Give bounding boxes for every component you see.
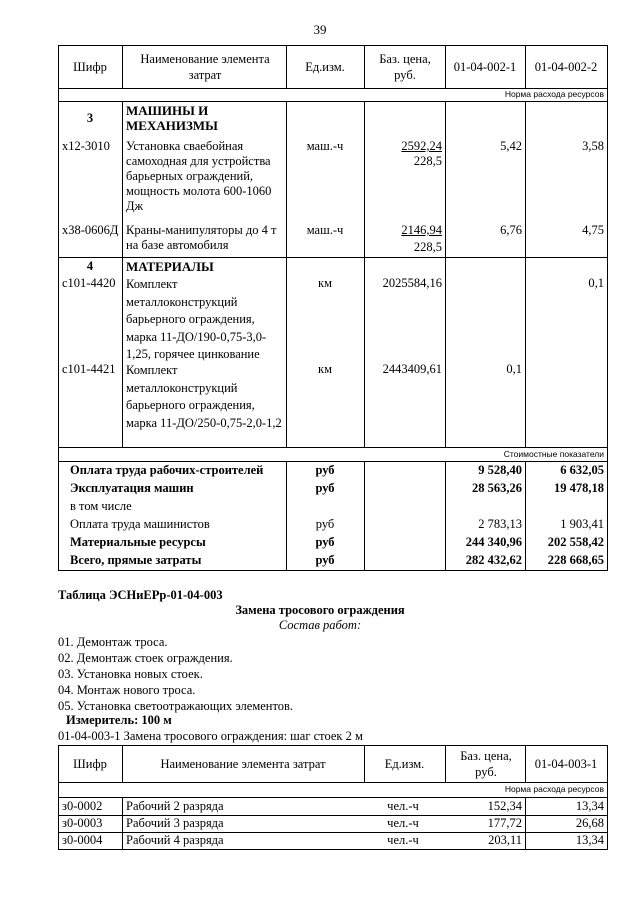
meter: Измеритель: 100 м	[66, 713, 172, 727]
resource-price-secondary: 228,5	[413, 240, 442, 254]
table-title: Таблица ЭСНиЕРр-01-04-003	[58, 588, 223, 602]
header-code: Шифр	[73, 757, 107, 771]
resource-price: 152,34	[487, 799, 522, 813]
cost-value-1: 2 783,13	[478, 517, 522, 531]
resource-table-01-04-003	[58, 745, 608, 853]
resource-unit: маш.-ч	[306, 139, 344, 153]
resource-code: з0-0002	[62, 799, 103, 813]
cost-unit: руб	[315, 481, 335, 495]
resource-value-1: 5,42	[500, 139, 522, 153]
cost-name: Всего, прямые затраты	[70, 553, 202, 567]
work-item: 03. Установка новых стоек.	[58, 667, 203, 681]
resource-name: Рабочий 2 разряда	[126, 799, 224, 813]
section-number: 4	[86, 259, 94, 273]
table-subtitle: Замена тросового ограждения	[235, 603, 405, 617]
cost-name: Материальные ресурсы	[70, 535, 206, 549]
cost-value-1: 282 432,62	[465, 553, 522, 567]
work-item: 05. Установка светоотражающих элементов.	[58, 699, 294, 713]
resource-price: 2592,24	[401, 139, 442, 153]
cost-unit: руб	[315, 535, 335, 549]
resource-name: Рабочий 3 разряда	[126, 816, 224, 830]
cost-value-2: 1 903,41	[560, 517, 604, 531]
resource-value-1: 13,34	[575, 799, 604, 813]
resource-unit: км	[318, 362, 332, 376]
resource-value-2: 4,75	[582, 223, 604, 237]
resource-value-2: 0,1	[588, 276, 604, 290]
resource-price-secondary: 228,5	[413, 154, 442, 168]
resource-price: 203,11	[488, 833, 522, 847]
section-title: МАШИНЫ И МЕХАНИЗМЫ	[126, 103, 218, 133]
resource-code: с101-4420	[62, 276, 116, 290]
cost-name: Оплата труда машинистов	[70, 517, 210, 531]
cost-name: Эксплуатация машин	[70, 481, 194, 495]
cost-label: Стоимостные показатели	[503, 449, 604, 459]
resource-name: Комплект металлоконструкций барьерного ограждения, марка 11-ДО/250-0,75-2,0-1,2	[126, 363, 282, 430]
section-title: МАТЕРИАЛЫ	[126, 259, 214, 274]
variant-caption: 01-04-003-1 Замена тросового ограждения: шаг стоек 2 м	[58, 729, 363, 743]
cost-value-2: 228 668,65	[547, 553, 604, 567]
header-name: Наименование элемента затрат	[140, 52, 270, 82]
resource-code: х38-0606Д	[62, 223, 119, 237]
resource-code: з0-0003	[62, 816, 103, 830]
resource-name: Установка сваебойная самоходная для устройства барьерных ограждений, мощность молота 600-1060 Дж	[126, 139, 272, 213]
resource-value-1: 0,1	[506, 362, 522, 376]
cost-name: в том числе	[70, 499, 132, 513]
header-name: Наименование элемента затрат	[160, 757, 326, 771]
resource-code: с101-4421	[62, 362, 116, 376]
resource-unit: км	[318, 276, 332, 290]
resource-value-1: 13,34	[575, 833, 604, 847]
cost-unit: руб	[315, 463, 335, 477]
cost-unit: руб	[315, 553, 335, 567]
resource-value-2: 3,58	[582, 139, 604, 153]
resource-unit: маш.-ч	[306, 223, 344, 237]
resource-name: Рабочий 4 разряда	[126, 833, 224, 847]
resource-code: х12-3010	[62, 139, 110, 153]
resource-value-1: 6,76	[500, 223, 522, 237]
resource-name: Комплект металлоконструкций барьерного ограждения, марка 11-ДО/190-0,75-3,0-1,25, горячее цинкование	[126, 277, 267, 361]
work-item: 04. Монтаж нового троса.	[58, 683, 196, 697]
header-unit: Ед.изм.	[384, 757, 425, 771]
resource-price: 177,72	[487, 816, 522, 830]
cost-value-1: 244 340,96	[465, 535, 522, 549]
cost-value-1: 28 563,26	[472, 481, 522, 495]
norm-label: Норма расхода ресурсов	[504, 89, 604, 99]
header-unit: Ед.изм.	[305, 60, 345, 74]
work-item: 02. Демонтаж стоек ограждения.	[58, 651, 233, 665]
cost-value-2: 202 558,42	[547, 535, 604, 549]
cost-unit: руб	[315, 517, 335, 531]
resource-price: 2146,94	[401, 223, 442, 237]
works-heading: Состав работ:	[278, 618, 362, 632]
resource-unit: чел.-ч	[387, 799, 419, 813]
cost-value-1: 9 528,40	[478, 463, 522, 477]
cost-name: Оплата труда рабочих-строителей	[70, 463, 264, 477]
norm-label: Норма расхода ресурсов	[504, 784, 604, 794]
header-price: Баз. цена, руб.	[460, 749, 512, 779]
page-number: 39	[313, 22, 327, 37]
header-col-01-04-002-1: 01-04-002-1	[453, 60, 517, 74]
header-col-01-04-002-2: 01-04-002-2	[534, 60, 598, 74]
section-number: 3	[86, 111, 94, 125]
header-code: Шифр	[73, 60, 107, 74]
resource-name: Краны-манипуляторы до 4 т на базе автомобиля	[126, 223, 277, 252]
cost-value-2: 19 478,18	[554, 481, 604, 495]
resource-price: 2025584,16	[382, 276, 442, 290]
resource-table-01-04-002	[58, 45, 608, 571]
header-price: Баз. цена, руб.	[379, 52, 431, 82]
resource-price: 2443409,61	[382, 362, 442, 376]
resource-unit: чел.-ч	[387, 833, 419, 847]
resource-unit: чел.-ч	[387, 816, 419, 830]
resource-code: з0-0004	[62, 833, 103, 847]
resource-value-1: 26,68	[575, 816, 604, 830]
work-item: 01. Демонтаж троса.	[58, 635, 168, 649]
header-col-01-04-003-1: 01-04-003-1	[534, 757, 598, 771]
cost-value-2: 6 632,05	[560, 463, 604, 477]
